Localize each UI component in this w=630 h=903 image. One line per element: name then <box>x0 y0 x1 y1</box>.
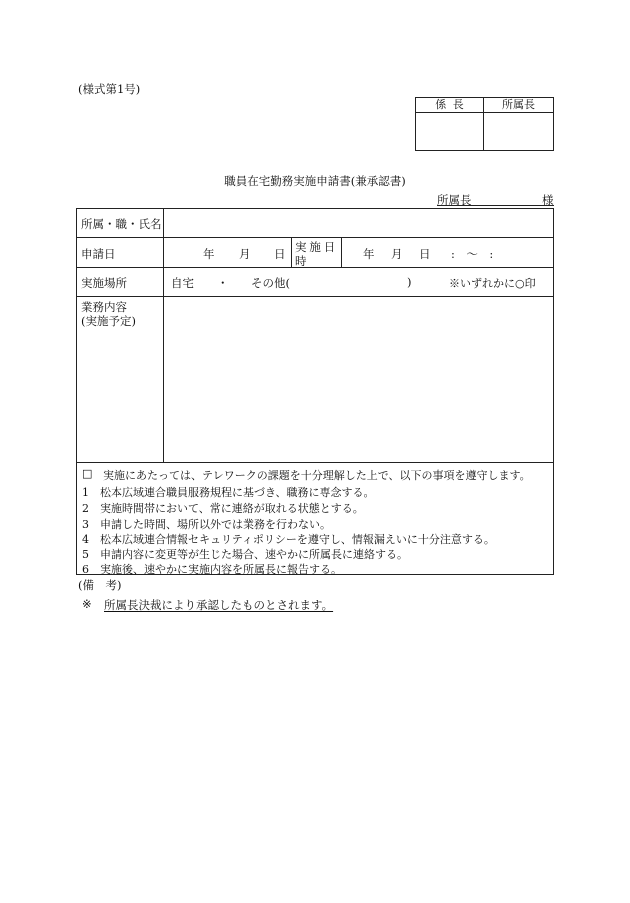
row-divider <box>77 267 553 268</box>
row-divider <box>77 237 553 238</box>
work-content-field[interactable] <box>169 301 549 456</box>
date-divider <box>291 237 292 267</box>
implementation-day-unit: 日 <box>419 247 431 261</box>
agreement-intro: 実施にあたっては、テレワークの課題を十分理解した上で、以下の事項を遵守します。 <box>103 469 531 482</box>
location-close-paren: ) <box>407 275 412 289</box>
remarks-label: (備 考) <box>78 578 122 592</box>
form-number: (様式第1号) <box>78 82 141 96</box>
location-separator: ・ <box>217 276 229 290</box>
application-year-unit: 年 <box>203 247 215 261</box>
rule-item: 1 松本広域連合職員服務規程に基づき、職務に専念する。 <box>82 486 375 499</box>
affiliation-label: 所属・職・氏名 <box>81 217 162 231</box>
application-table <box>76 208 554 575</box>
stamp-divider <box>416 112 553 113</box>
implementation-year-unit: 年 <box>363 247 375 261</box>
agreement-checkbox[interactable]: □ <box>82 467 93 480</box>
location-option-other[interactable]: その他( <box>251 276 290 290</box>
application-month-unit: 月 <box>239 247 251 261</box>
implementation-time-range: : ～ : <box>451 247 494 261</box>
date-divider <box>341 237 342 267</box>
approval-stamp-box <box>415 97 554 151</box>
location-note: ※いずれかに○印 <box>449 277 536 290</box>
addressee-suffix: 様 <box>542 193 554 207</box>
implementation-datetime-label-2: 時 <box>295 254 307 268</box>
implementation-month-unit: 月 <box>391 247 403 261</box>
rule-item: 2 実施時間帯において、常に連絡が取れる状態とする。 <box>82 502 364 515</box>
application-date-label: 申請日 <box>81 247 116 261</box>
label-column-divider <box>163 209 164 462</box>
addressee-underline <box>437 205 554 206</box>
location-option-home[interactable]: 自宅 <box>171 276 194 290</box>
application-day-unit: 日 <box>274 247 286 261</box>
stamp-header-kakaricho: 係長 <box>435 98 471 111</box>
rule-item: 4 松本広域連合情報セキュリティポリシーを遵守し、情報漏えいに十分注意する。 <box>82 533 495 546</box>
rule-item: 3 申請した時間、場所以外では業務を行わない。 <box>82 518 331 531</box>
addressee-label: 所属長 <box>437 193 472 207</box>
row-divider <box>77 296 553 297</box>
work-content-sublabel: (実施予定) <box>81 314 136 328</box>
work-content-label: 業務内容 <box>81 300 127 314</box>
rule-item: 6 実施後、速やかに実施内容を所属長に報告する。 <box>82 563 342 576</box>
location-label: 実施場所 <box>81 276 127 290</box>
row-divider <box>77 462 553 463</box>
rule-item: 5 申請内容に変更等が生じた場合、速やかに所属長に連絡する。 <box>82 548 408 561</box>
stamp-header-shozokucho: 所属長 <box>502 98 535 111</box>
document-title: 職員在宅勤務実施申請書(兼承認書) <box>224 174 406 188</box>
remarks-text: 所属長決裁により承認したものとされます。 <box>104 598 334 612</box>
affiliation-field[interactable] <box>169 216 549 232</box>
implementation-datetime-label: 実施日 <box>295 240 339 254</box>
remarks-asterisk: ※ <box>82 597 92 611</box>
